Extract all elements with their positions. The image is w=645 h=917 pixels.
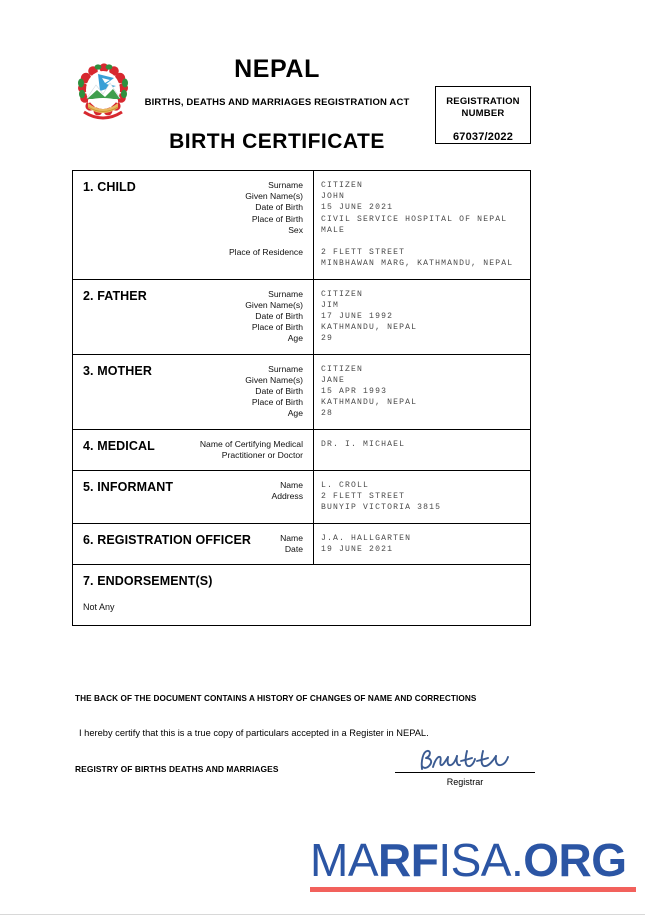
- field-label: Place of Birth: [251, 213, 303, 224]
- signature-block: [395, 746, 535, 787]
- table-row: [73, 471, 530, 524]
- field-label: Practitioner or Doctor: [221, 449, 303, 460]
- field-label: Address: [271, 491, 303, 502]
- registration-label-line1: REGISTRATION: [446, 96, 520, 107]
- field-value: 29: [321, 334, 334, 344]
- table-row: [73, 355, 530, 430]
- marfisa-watermark: [310, 835, 640, 892]
- field-value: CITIZEN: [321, 181, 364, 190]
- certificate-footer: [75, 694, 533, 787]
- back-of-document-note: THE BACK OF THE DOCUMENT CONTAINS A HISTORY OF CHANGES OF NAME AND CORRECTIONS: [75, 694, 477, 703]
- section-child-left: [73, 171, 314, 279]
- nepal-emblem-icon: [74, 52, 132, 122]
- field-value: 17 JUNE 1992: [321, 312, 394, 322]
- field-label: Date of Birth: [255, 202, 303, 213]
- table-row: [73, 430, 530, 471]
- watermark-wordmark: [310, 835, 640, 885]
- section-father-left: [73, 280, 314, 354]
- field-label: Name: [280, 480, 303, 491]
- section-title: 4. MEDICAL: [83, 438, 155, 453]
- field-label: Name of Certifying Medical: [199, 438, 303, 449]
- signature-scrawl-icon: [395, 746, 535, 772]
- registration-number-box: [435, 86, 531, 144]
- country-title: NEPAL: [234, 55, 320, 83]
- field-value: CITIZEN: [321, 364, 364, 374]
- section-title: 3. MOTHER: [83, 363, 152, 378]
- field-label: Date of Birth: [255, 311, 303, 322]
- page-title: BIRTH CERTIFICATE: [169, 130, 385, 153]
- field-label: Age: [287, 333, 303, 344]
- field-label: Place of Birth: [251, 397, 303, 408]
- section-mother-left: [73, 355, 314, 429]
- field-value: 2 FLETT STREET: [321, 492, 406, 502]
- field-value: JOHN: [321, 192, 346, 202]
- field-value: J.A. HALLGARTEN: [321, 533, 412, 543]
- section-informant-left: [73, 471, 314, 523]
- watermark-underline: [310, 887, 636, 892]
- field-values: [321, 289, 524, 345]
- signature-caption: Registrar: [446, 777, 484, 787]
- field-label: Surname: [268, 180, 303, 190]
- registration-number-value: 67037/2022: [452, 131, 514, 143]
- field-label: Given Name(s): [245, 374, 303, 385]
- certificate-table: [72, 170, 531, 626]
- table-row: [73, 171, 530, 280]
- field-values: [321, 180, 524, 270]
- section-registration-officer-right: [314, 524, 530, 564]
- field-value: JIM: [321, 300, 340, 310]
- field-label: Surname: [268, 363, 303, 374]
- section-medical-right: [314, 430, 530, 470]
- registration-label-line2: NUMBER: [461, 108, 505, 119]
- watermark-part-3: ISA.: [438, 834, 524, 886]
- watermark-part-1: MA: [310, 834, 378, 886]
- act-subtitle: BIRTHS, DEATHS AND MARRIAGES REGISTRATION ACT: [144, 97, 410, 108]
- field-value: 15 APR 1993: [321, 387, 388, 397]
- field-values: [321, 439, 524, 450]
- field-value: 19 JUNE 2021: [321, 544, 394, 554]
- field-value: L. CROLL: [321, 481, 370, 491]
- field-value: KATHMANDU, NEPAL: [321, 323, 418, 333]
- field-label: Date: [284, 543, 303, 554]
- field-label: Surname: [268, 288, 303, 299]
- bottom-divider: [0, 914, 645, 915]
- section-title: 5. INFORMANT: [83, 480, 174, 495]
- section-father-right: [314, 280, 530, 354]
- table-row: [73, 565, 530, 625]
- field-label: Given Name(s): [245, 191, 303, 202]
- watermark-part-2: RF: [378, 834, 439, 886]
- section-child-right: [314, 171, 530, 279]
- field-label: Date of Birth: [255, 386, 303, 397]
- field-value: KATHMANDU, NEPAL: [321, 398, 418, 408]
- registry-name: REGISTRY OF BIRTHS DEATHS AND MARRIAGES: [75, 764, 279, 774]
- field-values: [321, 480, 524, 514]
- field-label: Place of Residence: [228, 247, 303, 258]
- field-label: Name: [280, 532, 303, 543]
- field-value: MINBHAWAN MARG, KATHMANDU, NEPAL: [321, 259, 514, 269]
- field-value: DR. I. MICHAEL: [321, 439, 406, 449]
- field-values: [321, 364, 524, 420]
- field-value: MALE: [321, 225, 346, 235]
- table-row: [73, 524, 530, 565]
- section-registration-officer-left: [73, 524, 314, 564]
- field-label: Given Name(s): [245, 299, 303, 310]
- section-title: 2. FATHER: [83, 288, 147, 303]
- section-title: 7. ENDORSEMENT(S): [83, 574, 213, 589]
- field-label: Place of Birth: [251, 322, 303, 333]
- endorsement-value: Not Any: [83, 602, 115, 613]
- certificate-header: [72, 48, 531, 166]
- section-medical-left: [73, 430, 314, 470]
- field-value: 15 JUNE 2021: [321, 203, 394, 213]
- field-value: 28: [321, 409, 334, 419]
- header-titles: [132, 48, 422, 154]
- field-value: CIVIL SERVICE HOSPITAL OF NEPAL: [321, 214, 508, 224]
- section-mother-right: [314, 355, 530, 429]
- table-row: [73, 280, 530, 355]
- section-informant-right: [314, 471, 530, 523]
- field-values: [321, 533, 524, 555]
- field-value: CITIZEN: [321, 289, 364, 299]
- section-title: 6. REGISTRATION OFFICER: [83, 532, 252, 547]
- field-value: BUNYIP VICTORIA 3815: [321, 503, 442, 513]
- field-value: 2 FLETT STREET: [321, 248, 406, 258]
- watermark-part-4: ORG: [523, 834, 627, 886]
- field-label: Age: [287, 408, 303, 419]
- field-value: JANE: [321, 375, 346, 385]
- field-label: Sex: [288, 224, 303, 235]
- certify-statement: I hereby certify that this is a true copy of particulars accepted in a Register in NEPAL.: [79, 728, 429, 738]
- section-title: 1. CHILD: [83, 180, 136, 194]
